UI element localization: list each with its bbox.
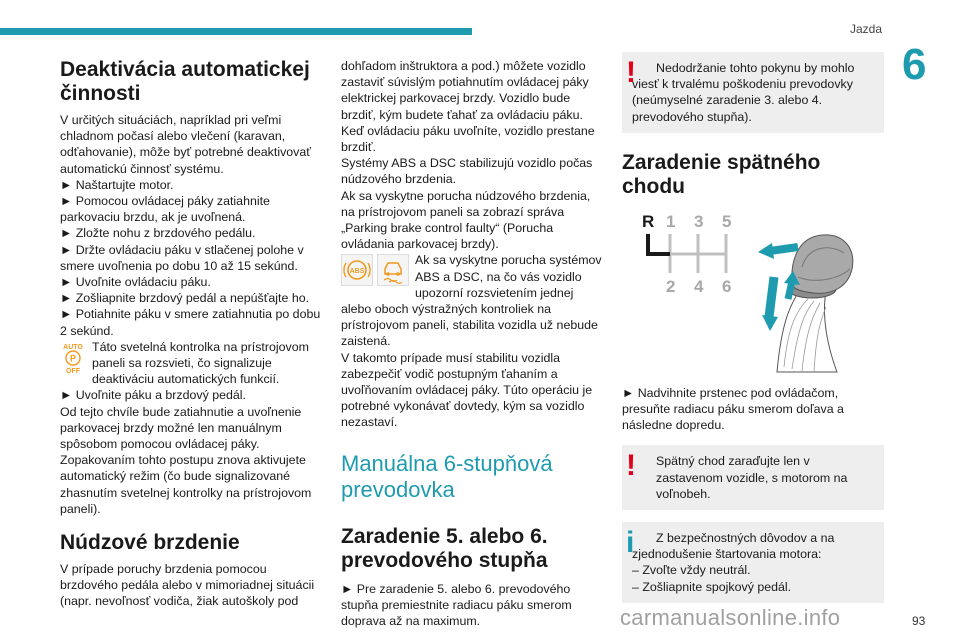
gear-shift-diagram xyxy=(622,207,884,375)
warning-exclamation-icon: ! xyxy=(626,449,636,483)
auto-p-off-lamp-icon xyxy=(60,341,86,375)
header-title: Jazda xyxy=(850,22,883,36)
reverse-warning-text: Spätný chod zaraďujte len v zastavenom vozidle, s motorom na voľnobeh. xyxy=(656,454,848,501)
after-paragraph: Od tejto chvíle bude zatiahnutie a uvoľnenie parkovacej brzdy možné len manuálnym spôsobom pomocou ovládacej páky. xyxy=(60,404,302,452)
column-3 xyxy=(622,52,884,603)
repeat-paragraph: Zopakovaním tohto postupu znova aktivujete automatický režim (čo bude signalizované zhasnutím svetelnej kontrolky na prístrojovom paneli). xyxy=(60,453,312,516)
emergency-paragraph: V prípade poruchy brzdenia pomocou brzdového pedála alebo v mimoriadnej situácii (napr. nevoľnosť vodiča, žiak autoškoly pod xyxy=(60,562,315,609)
gearbox-warning-text: Nedodržanie tohto pokynu by mohlo viesť k trvalému poškodeniu prevodovky (neúmyselné zaradenie 3. alebo 4. prevodového stupňa). xyxy=(632,61,855,124)
emergency-continued: dohľadom inštruktora a pod.) môžete vozidlo zastaviť súvislým potiahnutím ovládacej páky elektrickej parkovacej brzdy. Vozidlo bude brzdiť, kým budete ťahať za ovládaciu páku. Keď ovládaciu páku uvoľníte, vozidlo prestane brzdiť. xyxy=(341,59,595,155)
info-item-1: – Zvoľte vždy neutrál. xyxy=(632,563,751,578)
step-1: ► Naštartujte motor. xyxy=(60,177,174,192)
info-text: Z bezpečnostných dôvodov a na zjednodušenie štartovania motora: xyxy=(632,531,835,562)
driver-paragraph: V takomto prípade musí stabilitu vozidla zabezpečiť vodič postupným ťahaním a uvoľňovaním ovládacej páky. Túto operáciu je potrebné vykonávať dovtedy, kým sa vozidlo nezastaví. xyxy=(341,350,593,430)
lamp-icon-off-text: OFF xyxy=(66,367,80,375)
gear-label-3: 3 xyxy=(694,211,704,231)
gear-label-6: 6 xyxy=(722,276,732,296)
gear-label-5: 5 xyxy=(722,211,732,231)
heading-reverse: Zaradenie spätného chodu xyxy=(622,150,821,198)
info-item-2: – Zošliapnite spojkový pedál. xyxy=(632,579,792,594)
gear-label-1: 1 xyxy=(666,211,676,231)
step-3: ► Zložte nohu z brzdového pedálu. xyxy=(60,226,256,241)
chapter-number: 6 xyxy=(902,40,927,89)
step-5: ► Uvoľnite ovládaciu páku. xyxy=(60,275,211,290)
abs-paragraph: Systémy ABS a DSC stabilizujú vozidlo počas núdzového brzdenia. xyxy=(341,156,593,187)
reverse-warning-box xyxy=(622,445,884,510)
lamp-icon-p-text: P xyxy=(69,353,77,364)
page-number: 93 xyxy=(912,614,926,628)
abs-icon-text: ABS xyxy=(349,268,365,276)
step-6: ► Zošliapnite brzdový pedál a nepúšťajte ho. xyxy=(60,291,310,306)
gear-label-r: R xyxy=(642,211,655,231)
gear-5-6-paragraph: ► Pre zaradenie 5. alebo 6. prevodového stupňa premiestnite radiacu páku smerom doprava až na maximum. xyxy=(341,581,572,629)
fault-paragraph: Ak sa vyskytne porucha núdzového brzdenia, na prístrojovom paneli sa zobrazí správa „Parking brake control faulty“ (Porucha ovládania parkovacej brzdy). xyxy=(341,188,591,252)
info-icon: i xyxy=(626,526,635,560)
warning-exclamation-icon: ! xyxy=(626,56,636,89)
header-accent-bar xyxy=(0,28,472,35)
gear-label-4: 4 xyxy=(694,276,704,296)
section-title-gearbox: Manuálna 6-stupňová prevodovka xyxy=(341,450,553,502)
heading-gear-5-6: Zaradenie 5. alebo 6. prevodového stupňa xyxy=(341,524,548,572)
heading-deactivation: Deaktivácia automatickej činnosti xyxy=(60,58,310,105)
stability-control-icon xyxy=(377,254,409,286)
gearbox-warning-box xyxy=(622,52,884,133)
lamp-note xyxy=(60,339,322,388)
info-box xyxy=(622,522,884,603)
abs-warning-icon xyxy=(341,254,373,286)
lamp-icon-auto-text: AUTO xyxy=(63,343,83,351)
intro-paragraph: V určitých situáciách, napríklad pri veľmi chladnom počasí alebo vlečení (karavan, odťahovanie), môže byť potrebné deaktivovať automatickú činnosť systému. xyxy=(60,113,311,176)
gear-label-2: 2 xyxy=(666,276,676,296)
heading-emergency: Núdzové brzdenie xyxy=(60,531,240,555)
watermark: carmanualsonline.info xyxy=(620,605,841,630)
column-1 xyxy=(60,52,322,610)
column-2 xyxy=(341,52,603,629)
lamp-text: Táto svetelná kontrolka na prístrojovom paneli sa rozsvieti, čo signalizuje deaktiváciu automatických funkcií. xyxy=(92,339,309,387)
warning-lamps-note xyxy=(341,252,603,349)
step-2: ► Pomocou ovládacej páky zatiahnite parkovaciu brzdu, ak je uvoľnená. xyxy=(60,194,270,225)
warning-lamps-text: Ak sa vyskytne porucha systémov ABS a DSC, na čo vás vozidlo upozorní rozsvietením jednej alebo oboch výstražných kontroliek na prístrojovom paneli, stabilita vozidla už nebude zaistená. xyxy=(341,253,602,349)
release-step: ► Uvoľnite páku a brzdový pedál. xyxy=(60,388,247,403)
step-4: ► Držte ovládaciu páku v stlačenej polohe v smere uvoľnenia po dobu 10 až 15 sekúnd. xyxy=(60,242,304,273)
reverse-paragraph: ► Nadvihnite prstenec pod ovládačom, presuňte radiacu páku smerom doľava a následne dopredu. xyxy=(622,385,844,433)
step-7: ► Potiahnite páku v smere zatiahnutia po dobu 2 sekúnd. xyxy=(60,307,321,338)
